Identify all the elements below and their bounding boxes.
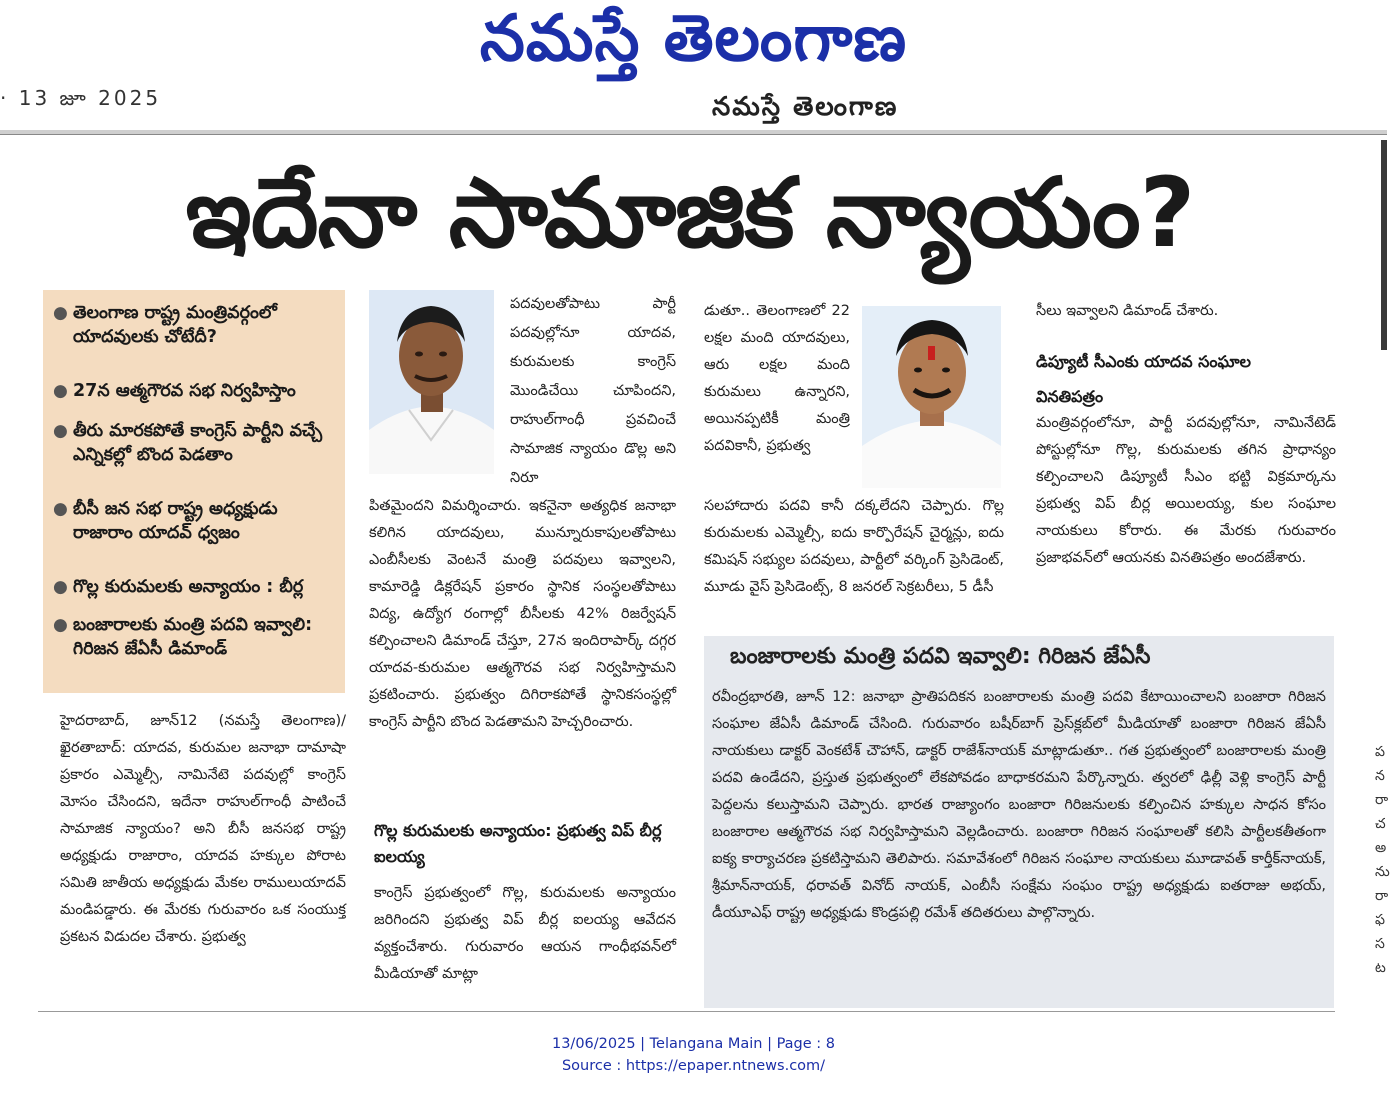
article-column-2-bottom: కాంగ్రెస్ ప్రభుత్వంలో గొల్ల, కురుమలకు అన్యాయం జరిగిందని ప్రభుత్వ విప్ బీర్ల ఐలయ్య ఆవేదన వ్యక్తంచేశారు. గురువారం ఆయన గాంధీభవన్‌లో మీడియాతో మాట్లా [374, 885, 676, 982]
portrait-2-image [862, 306, 1001, 488]
bullet-icon: ● [53, 577, 68, 597]
bullet-icon: ● [53, 303, 68, 323]
highlight-item: ● తెలంగాణ రాష్ట్ర మంత్రివర్గంలో యాదవులకు చోటేదీ? [53, 303, 277, 347]
article-column-2-middle: పితమైందని విమర్శించారు. ఇకనైనా అత్యధిక జనాభా కలిగిన యాదవులు, మున్నూరుకాపులతోపాటు ఎంబీసీలకు వెంటనే మంత్రి పదవులు ఇవ్వాలని, కామారెడ్డి డిక్లరేషన్ ప్రకారం స్థానిక సంస్థలతోపాటు విద్య, ఉద్యోగ రంగాల్లో బీసీలకు 42% రిజర్వేషన్ కల్పించాలని డిమాండ్ చేస్తూ, 27న ఇందిరాపార్క్ దగ్గర యాదవ-కురుమల ఆత్మగౌరవ సభ నిర్వహిస్తామని ప్రకటించారు. ప్రభుత్వం దిగిరాకపోతే స్థానికసంస్థల్లో కాంగ్రెస్ పార్టీని బొంద పెడతామని హెచ్చరించారు. [369, 498, 676, 730]
highlight-item: ● 27న ఆత్మగౌరవ సభ నిర్వహిస్తాం [53, 381, 296, 401]
masthead [0, 0, 1387, 135]
highlight-item: ● బంజారాలకు మంత్రి పదవి ఇవ్వాలి: గిరిజన జేఏసీ డిమాండ్ [53, 615, 313, 659]
adjacent-page-edge [1381, 140, 1387, 350]
subheading-deputy-cm: డిప్యూటీ సీఎంకు యాదవ సంఘాల వినతిపత్రం [1036, 352, 1251, 406]
sidebar-headline: బంజారాలకు మంత్రి పదవి ఇవ్వాలి: గిరిజన జేఏసీ [730, 644, 1151, 669]
bullet-icon: ● [53, 381, 68, 401]
masthead-name-fragment: నమస్తే తెలంగాణ [712, 92, 899, 122]
masthead-date-fragment: · 13 జూ 2025 [0, 86, 162, 110]
portrait-photo-1 [369, 290, 494, 474]
masthead-logo: నమస్తే తెలంగాణ [479, 2, 908, 76]
main-headline: ఇదేనా సామాజిక న్యాయం? [185, 157, 1195, 269]
portrait-1-image [369, 290, 494, 474]
sidebar-text: రవీంద్రభారతి, జూన్ 12: జనాభా ప్రాతిపదికన బంజారాలకు మంత్రి పదవి కేటాయించాలని బంజారా గిరిజన సంఘాల జేఏసీ డిమాండ్ చేసింది. గురువారం బషీర్‌బాగ్ ప్రెస్‌క్లబ్‌లో మీడియాతో బంజారా గిరిజన జేఏసీ నాయకులు డాక్టర్ వెంకటేశ్ చౌహాన్, డాక్టర్ రాజేశ్‌నాయక్ మాట్లాడుతూ.. గత ప్రభుత్వంలో బంజారాలకు మంత్రి పదవి ఉండేదని, ప్రస్తుత ప్రభుత్వంలో లేకపోవడం బాధాకరమని పేర్కొన్నారు. త్వరలో ఢిల్లీ వెళ్లి కాంగ్రెస్ పార్టీ పెద్దలను కలుస్తామని చెప్పారు. భారత రాజ్యాంగం బంజారా గిరిజనులకు కల్పించిన హక్కుల సాధన కోసం బంజారాల ఆత్మగౌరవ సభ నిర్వహిస్తామని వెల్లడించారు. బంజారా గిరిజన సంఘాలతో కలిసి పార్టీలకతీతంగా ఐక్య కార్యాచరణ ప్రకటిస్తామని తెలిపారు. సమావేశంలో గిరిజన సంఘాల నాయకులు మూడావత్ కార్తీక్‌నాయక్, శ్రీమాన్‌నాయక్, ధరావత్ వినోద్ నాయక్, ఎంబీసీ సంక్షేమ సంఘం రాష్ట్ర అధ్యక్షుడు ఐతరాజు అభయ్, డీయూఎఫ్ రాష్ట్ర అధ్యక్షుడు కొండ్రపల్లి రమేశ్ తదితరులు పాల్గొన్నారు. [712, 689, 1326, 921]
page-footer [0, 1033, 1387, 1077]
article-column-1: హైదరాబాద్, జూన్12 (నమస్తే తెలంగాణ)/ఖైరతాబాద్: యాదవ, కురుమల జనాభా దామాషా ప్రకారం ఎమ్మెల్సీ, నామినేటె పదవుల్లో కాంగ్రెస్ మోసం చేసిందని, ఇదేనా రాహుల్‌గాంధీ పాటించే సామాజిక న్యాయం? అని బీసీ జనసభ రాష్ట్ర అధ్యక్షుడు రాజారాం, యాదవ హక్కుల పోరాట సమితి జాతీయ అధ్యక్షుడు మేకల రాములుయాదవ్ మండిపడ్డారు. ఈ మేరకు గురువారం ఒక సంయుక్త ప్రకటన విడుదల చేశారు. ప్రభుత్వ [60, 713, 346, 945]
adjacent-page-text-fragment: ప న రా చ అ ను రా ఫ స ట [1375, 744, 1390, 976]
masthead-divider [0, 130, 1387, 135]
highlight-item: ● బీసీ జన సభ రాష్ట్ర అధ్యక్షుడు రాజారాం యాదవ్ ధ్వజం [53, 499, 278, 543]
bullet-icon: ● [53, 421, 68, 441]
portrait-photo-2 [862, 306, 1001, 488]
footer-edition-info: 13/06/2025 | Telangana Main | Page : 8 [551, 1036, 836, 1052]
page-bottom-rule [38, 1011, 1335, 1012]
highlight-item: ● తీరు మారకపోతే కాంగ్రెస్ పార్టీని వచ్చే ఎన్నికల్లో బొంద పెడతాం [53, 421, 323, 465]
highlight-item: ● గొల్ల కురుమలకు అన్యాయం : బీర్ల [53, 577, 304, 597]
bullet-icon: ● [53, 499, 68, 519]
article-column-2-top: పదవులతోపాటు పార్టీ పదవుల్లోనూ యాదవ, కురుమలకు కాంగ్రెస్ మొండిచేయి చూపిందని, రాహుల్‌గాంధీ ప్రవచించే సామాజిక న్యాయం డొల్ల అని నిరూ [510, 296, 676, 486]
article-column-4-text: మంత్రివర్గంలోనూ, పార్టీ పదవుల్లోనూ, నామినేటెడ్ పోస్టుల్లోనూ గొల్ల, కురుమలకు తగిన ప్రాధాన్యం కల్పించాలని డిప్యూటీ సీఎం భట్టి విక్రమార్కను ప్రభుత్వ విప్ బీర్ల అయిలయ్య, కుల సంఘాల నాయకులు కోరారు. ఈ మేరకు గురువారం ప్రజాభవన్‌లో ఆయనకు వినతిపత్రం అందజేశారు. [1036, 415, 1336, 566]
article-column-3-middle: సలహాదారు పదవి కానీ దక్కలేదని చెప్పారు. గొల్ల కురుమలకు ఎమ్మెల్సీ, ఐదు కార్పొరేషన్ చైర్మన్లు, ఐదు కమిషన్ సభ్యుల పదవులు, పార్టీలో వర్కింగ్ ప్రెసిడెంట్, మూడు వైస్ ప్రెసిడెంట్స్, 8 జనరల్ సెక్రటరీలు, 5 డీసీ [704, 498, 1004, 595]
article-column-3-top: డుతూ.. తెలంగాణలో 22 లక్షల మంది యాదవులు, ఆరు లక్షల మంది కురుమలు ఉన్నారని, అయినప్పటికీ మంత్రి పదవికానీ, ప్రభుత్వ [704, 303, 850, 454]
bullet-icon: ● [53, 615, 68, 635]
footer-source-link[interactable]: Source : https://epaper.ntnews.com/ [561, 1058, 826, 1074]
highlights-box [43, 290, 345, 693]
subheading-golla-kurumas: గొల్ల కురుమలకు అన్యాయం: ప్రభుత్వ విప్ బీర్ల ఐలయ్య [374, 821, 662, 866]
article-column-4-top: సీలు ఇవ్వాలని డిమాండ్ చేశారు. [1036, 303, 1219, 319]
